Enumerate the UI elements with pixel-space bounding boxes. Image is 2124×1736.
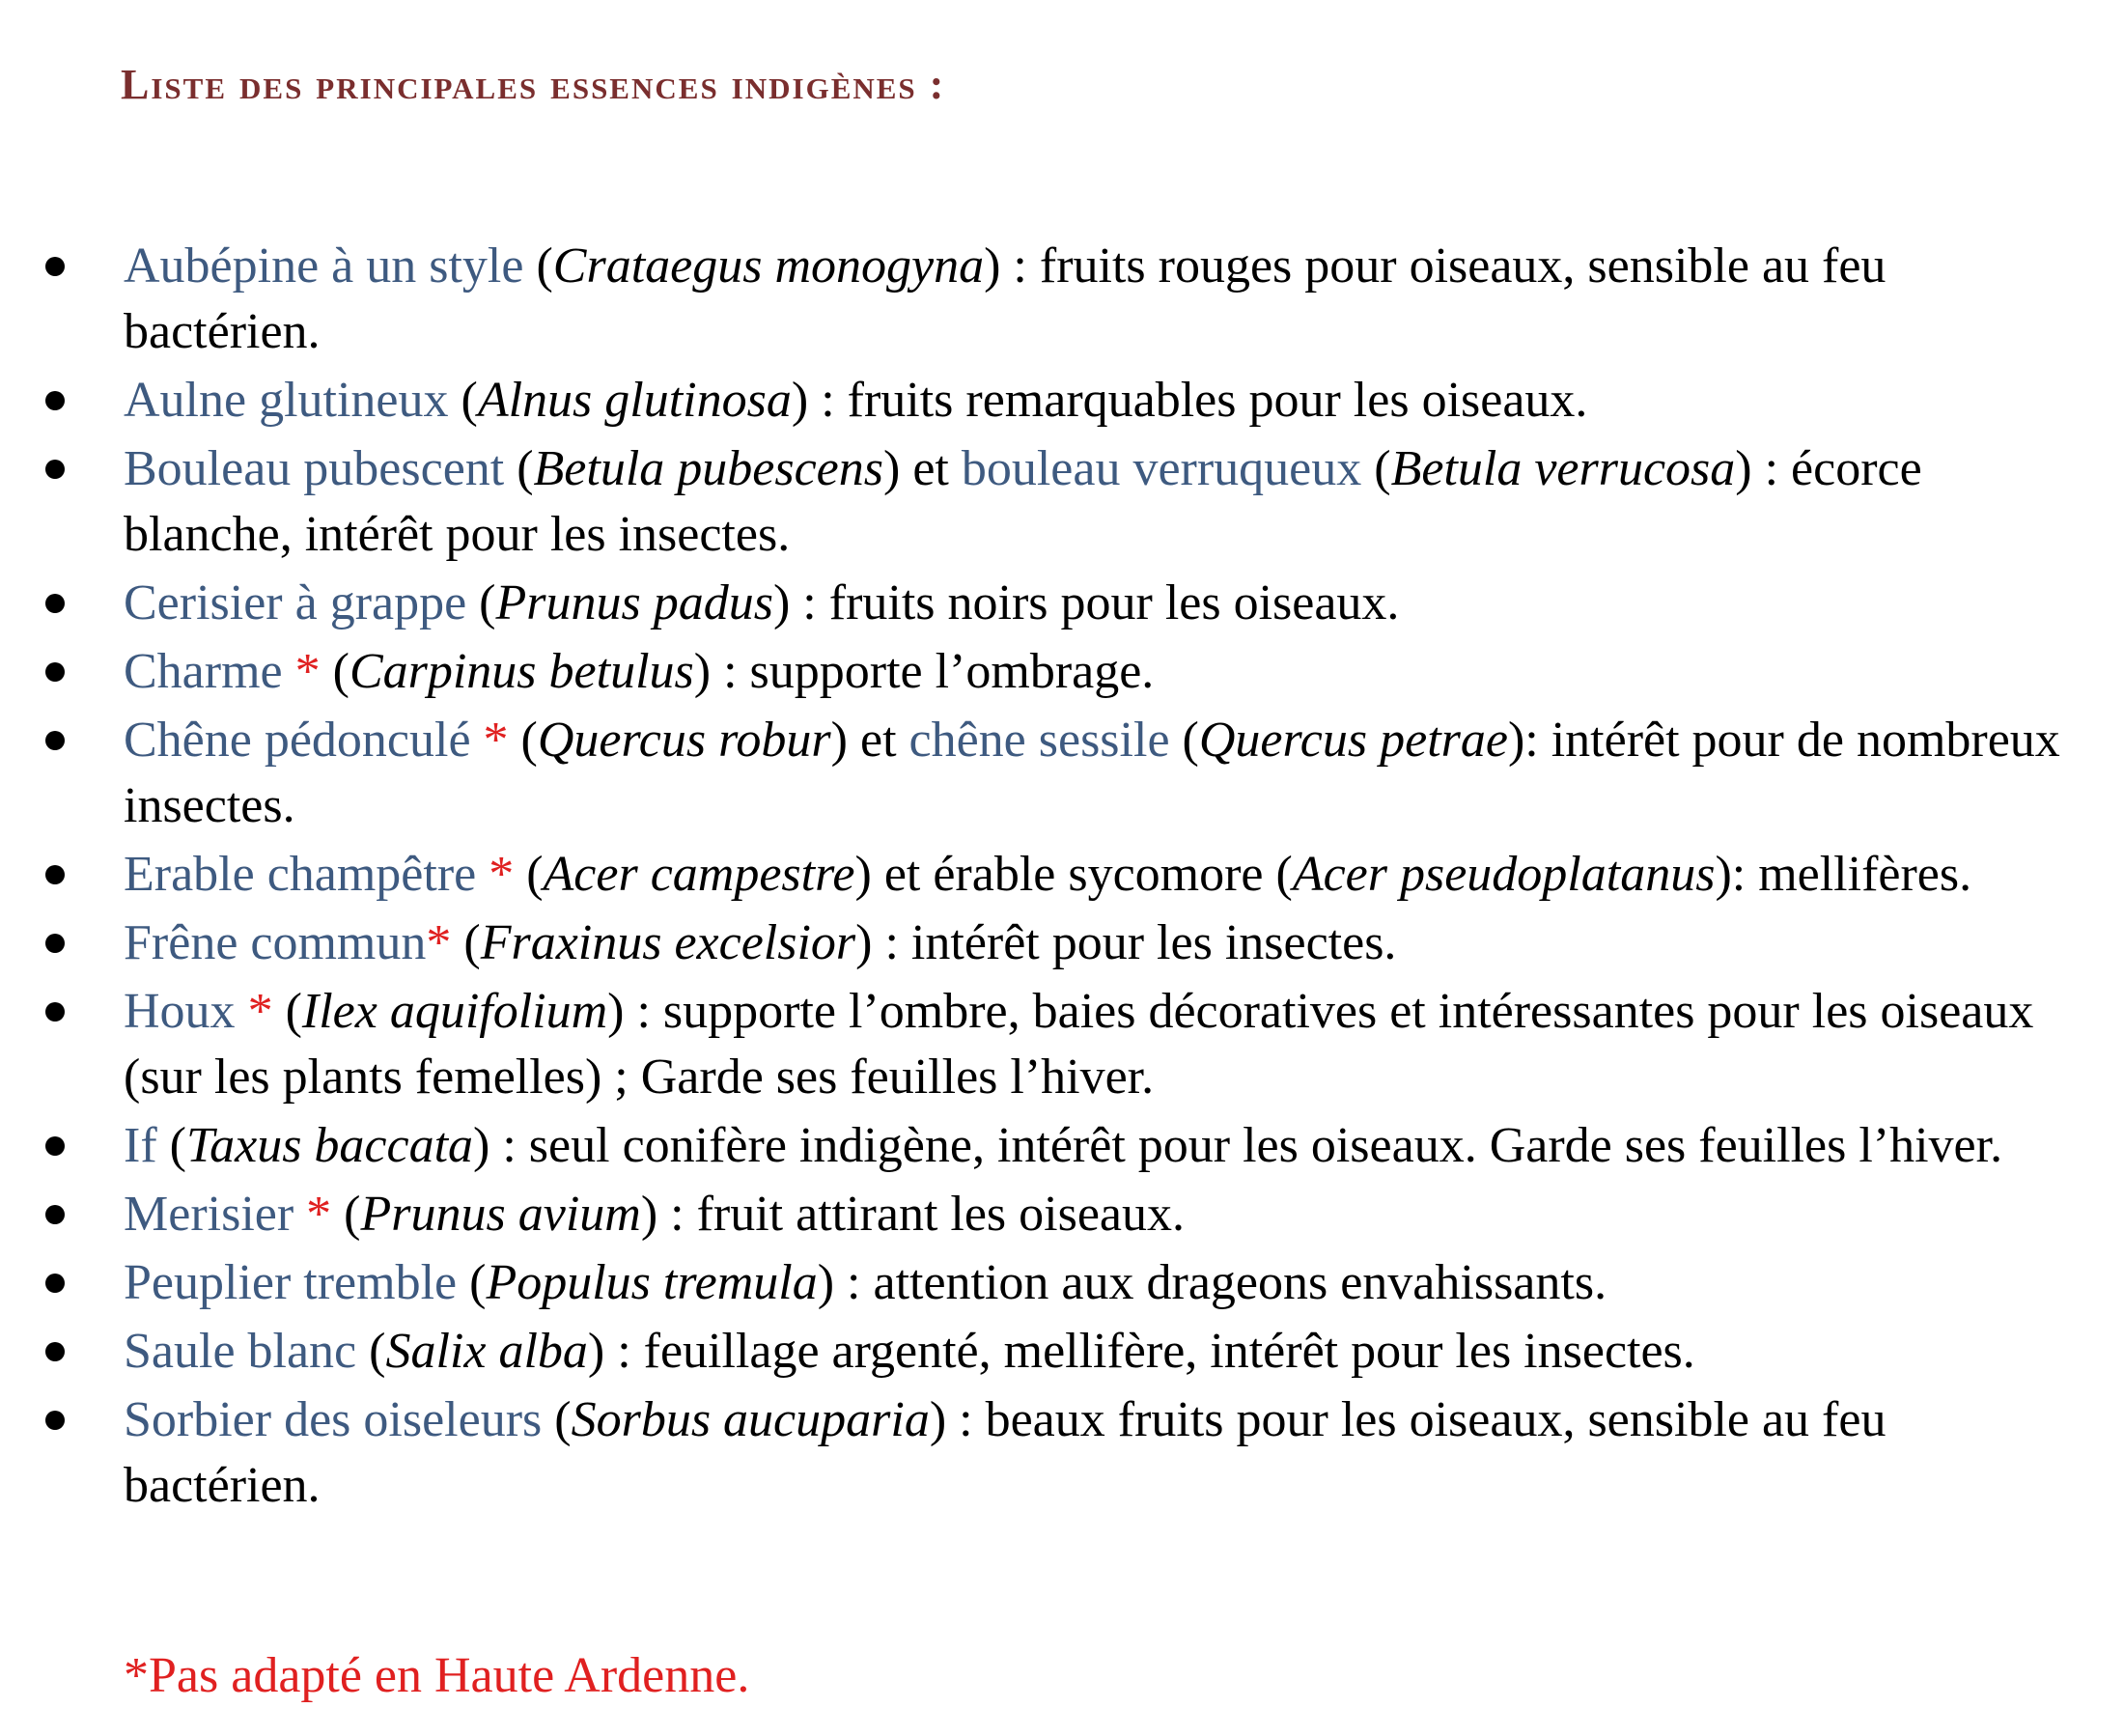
- list-item: [0, 436, 2124, 568]
- text-segment: ) : beaux fruits pour les oiseaux, sensible au feu bactérien.: [124, 1392, 1886, 1513]
- bullet-icon: [45, 594, 65, 613]
- scientific-name: Carpinus betulus: [349, 644, 694, 699]
- text-segment: ) : supporte l’ombre, baies décoratives et intéressantes pour les oiseaux (sur les plants femelles) ; Garde ses feuilles l’hiver.: [124, 984, 2034, 1105]
- text-segment: ) : fruits noirs pour les oiseaux.: [772, 575, 1400, 630]
- list-item: [0, 708, 2124, 839]
- asterisk-marker: *: [470, 713, 509, 768]
- common-name-secondary: bouleau verruqueux: [961, 441, 1362, 496]
- asterisk-marker: *: [293, 1187, 332, 1242]
- text-segment: ) et érable sycomore (: [854, 847, 1293, 902]
- scientific-name: Alnus glutinosa: [477, 373, 792, 428]
- text-segment: (: [504, 441, 534, 496]
- common-name: If: [124, 1118, 157, 1173]
- bullet-icon: [45, 391, 65, 410]
- scientific-name: Crataegus monogyna: [552, 238, 985, 294]
- scientific-name: Betula pubescens: [533, 441, 883, 496]
- list-item: [0, 1113, 2124, 1179]
- text-segment: ) : feuillage argenté, mellifère, intérêt pour les insectes.: [587, 1324, 1695, 1379]
- scientific-name: Ilex aquifolium: [301, 984, 608, 1039]
- text-segment: (: [331, 1187, 361, 1242]
- scientific-name-secondary: Betula verrucosa: [1390, 441, 1736, 496]
- text-segment: ): intérêt pour de nombreux insectes.: [124, 713, 2060, 833]
- scientific-name-secondary: Acer pseudoplatanus: [1292, 847, 1716, 902]
- text-segment: (: [466, 575, 496, 630]
- asterisk-marker: *: [282, 644, 321, 699]
- text-segment: (: [523, 238, 553, 294]
- list-item: [0, 368, 2124, 434]
- list-item: [0, 1387, 2124, 1519]
- asterisk-marker: *: [426, 915, 452, 970]
- scientific-name: Fraxinus excelsior: [480, 915, 856, 970]
- scientific-name: Sorbus aucuparia: [571, 1392, 930, 1447]
- bullet-icon: [45, 1205, 65, 1224]
- list-item: [0, 842, 2124, 908]
- asterisk-marker: *: [476, 847, 515, 902]
- list-item: [0, 571, 2124, 636]
- scientific-name-secondary: Quercus petrae: [1198, 713, 1508, 768]
- list-item: [0, 234, 2124, 365]
- common-name: Erable champêtre: [124, 847, 477, 902]
- text-segment: ) : seul conifère indigène, intérêt pour les oiseaux. Garde ses feuilles l’hiver.: [473, 1118, 2003, 1173]
- bullet-icon: [45, 460, 65, 479]
- common-name-secondary: chêne sessile: [908, 713, 1170, 768]
- text-segment: (: [448, 373, 478, 428]
- bullet-icon: [45, 257, 65, 276]
- common-name: Aulne glutineux: [124, 373, 449, 428]
- text-segment: ) : fruits rouges pour oiseaux, sensible au feu bactérien.: [124, 238, 1886, 359]
- text-segment: (: [1361, 441, 1391, 496]
- footnote: *Pas adapté en Haute Ardenne.: [124, 1648, 750, 1703]
- text-segment: (: [542, 1392, 572, 1447]
- scientific-name: Quercus robur: [537, 713, 831, 768]
- common-name: Cerisier à grappe: [124, 575, 467, 630]
- common-name: Charme: [124, 644, 283, 699]
- common-name: Bouleau pubescent: [124, 441, 505, 496]
- common-name: Chêne pédonculé: [124, 713, 471, 768]
- bullet-icon: [45, 865, 65, 884]
- common-name: Houx: [124, 984, 236, 1039]
- page-title: Liste des principales essences indigènes :: [121, 61, 946, 108]
- text-segment: (: [508, 713, 538, 768]
- text-segment: ) : fruit attirant les oiseaux.: [640, 1187, 1185, 1242]
- text-segment: (: [1169, 713, 1199, 768]
- list-item: [0, 1319, 2124, 1385]
- text-segment: ) et: [883, 441, 962, 496]
- text-segment: (: [320, 644, 349, 699]
- text-segment: ) et: [830, 713, 909, 768]
- bullet-icon: [45, 1274, 65, 1293]
- text-segment: (: [514, 847, 544, 902]
- scientific-name: Populus tremula: [486, 1255, 818, 1310]
- bullet-icon: [45, 934, 65, 953]
- common-name: Aubépine à un style: [124, 238, 524, 294]
- text-segment: (: [272, 984, 302, 1039]
- bullet-icon: [45, 662, 65, 682]
- common-name: Saule blanc: [124, 1324, 357, 1379]
- bullet-icon: [45, 1136, 65, 1156]
- list-item: [0, 639, 2124, 705]
- scientific-name: Prunus padus: [495, 575, 773, 630]
- scientific-name: Salix alba: [385, 1324, 588, 1379]
- list-item: [0, 979, 2124, 1110]
- text-segment: ): mellifères.: [1715, 847, 1972, 902]
- text-segment: ) : attention aux drageons envahissants.: [817, 1255, 1607, 1310]
- asterisk-marker: *: [235, 984, 273, 1039]
- text-segment: ) : fruits remarquables pour les oiseaux.: [791, 373, 1588, 428]
- scientific-name: Acer campestre: [543, 847, 855, 902]
- list-item: [0, 910, 2124, 976]
- text-segment: (: [156, 1118, 186, 1173]
- common-name: Sorbier des oiseleurs: [124, 1392, 543, 1447]
- bullet-icon: [45, 731, 65, 750]
- common-name: Merisier: [124, 1187, 294, 1242]
- list-item: [0, 1250, 2124, 1316]
- text-segment: ) : intérêt pour les insectes.: [855, 915, 1397, 970]
- text-segment: (: [451, 915, 481, 970]
- common-name: Peuplier tremble: [124, 1255, 458, 1310]
- list-item: [0, 1182, 2124, 1247]
- text-segment: ) : supporte l’ombrage.: [693, 644, 1155, 699]
- common-name: Frêne commun: [124, 915, 427, 970]
- bullet-icon: [45, 1411, 65, 1430]
- text-segment: (: [356, 1324, 386, 1379]
- bullet-icon: [45, 1002, 65, 1022]
- species-list: [0, 234, 2124, 1519]
- text-segment: (: [457, 1255, 487, 1310]
- scientific-name: Prunus avium: [360, 1187, 641, 1242]
- bullet-icon: [45, 1342, 65, 1361]
- text-segment: ) : écorce blanche, intérêt pour les insectes.: [124, 441, 1922, 562]
- scientific-name: Taxus baccata: [185, 1118, 474, 1173]
